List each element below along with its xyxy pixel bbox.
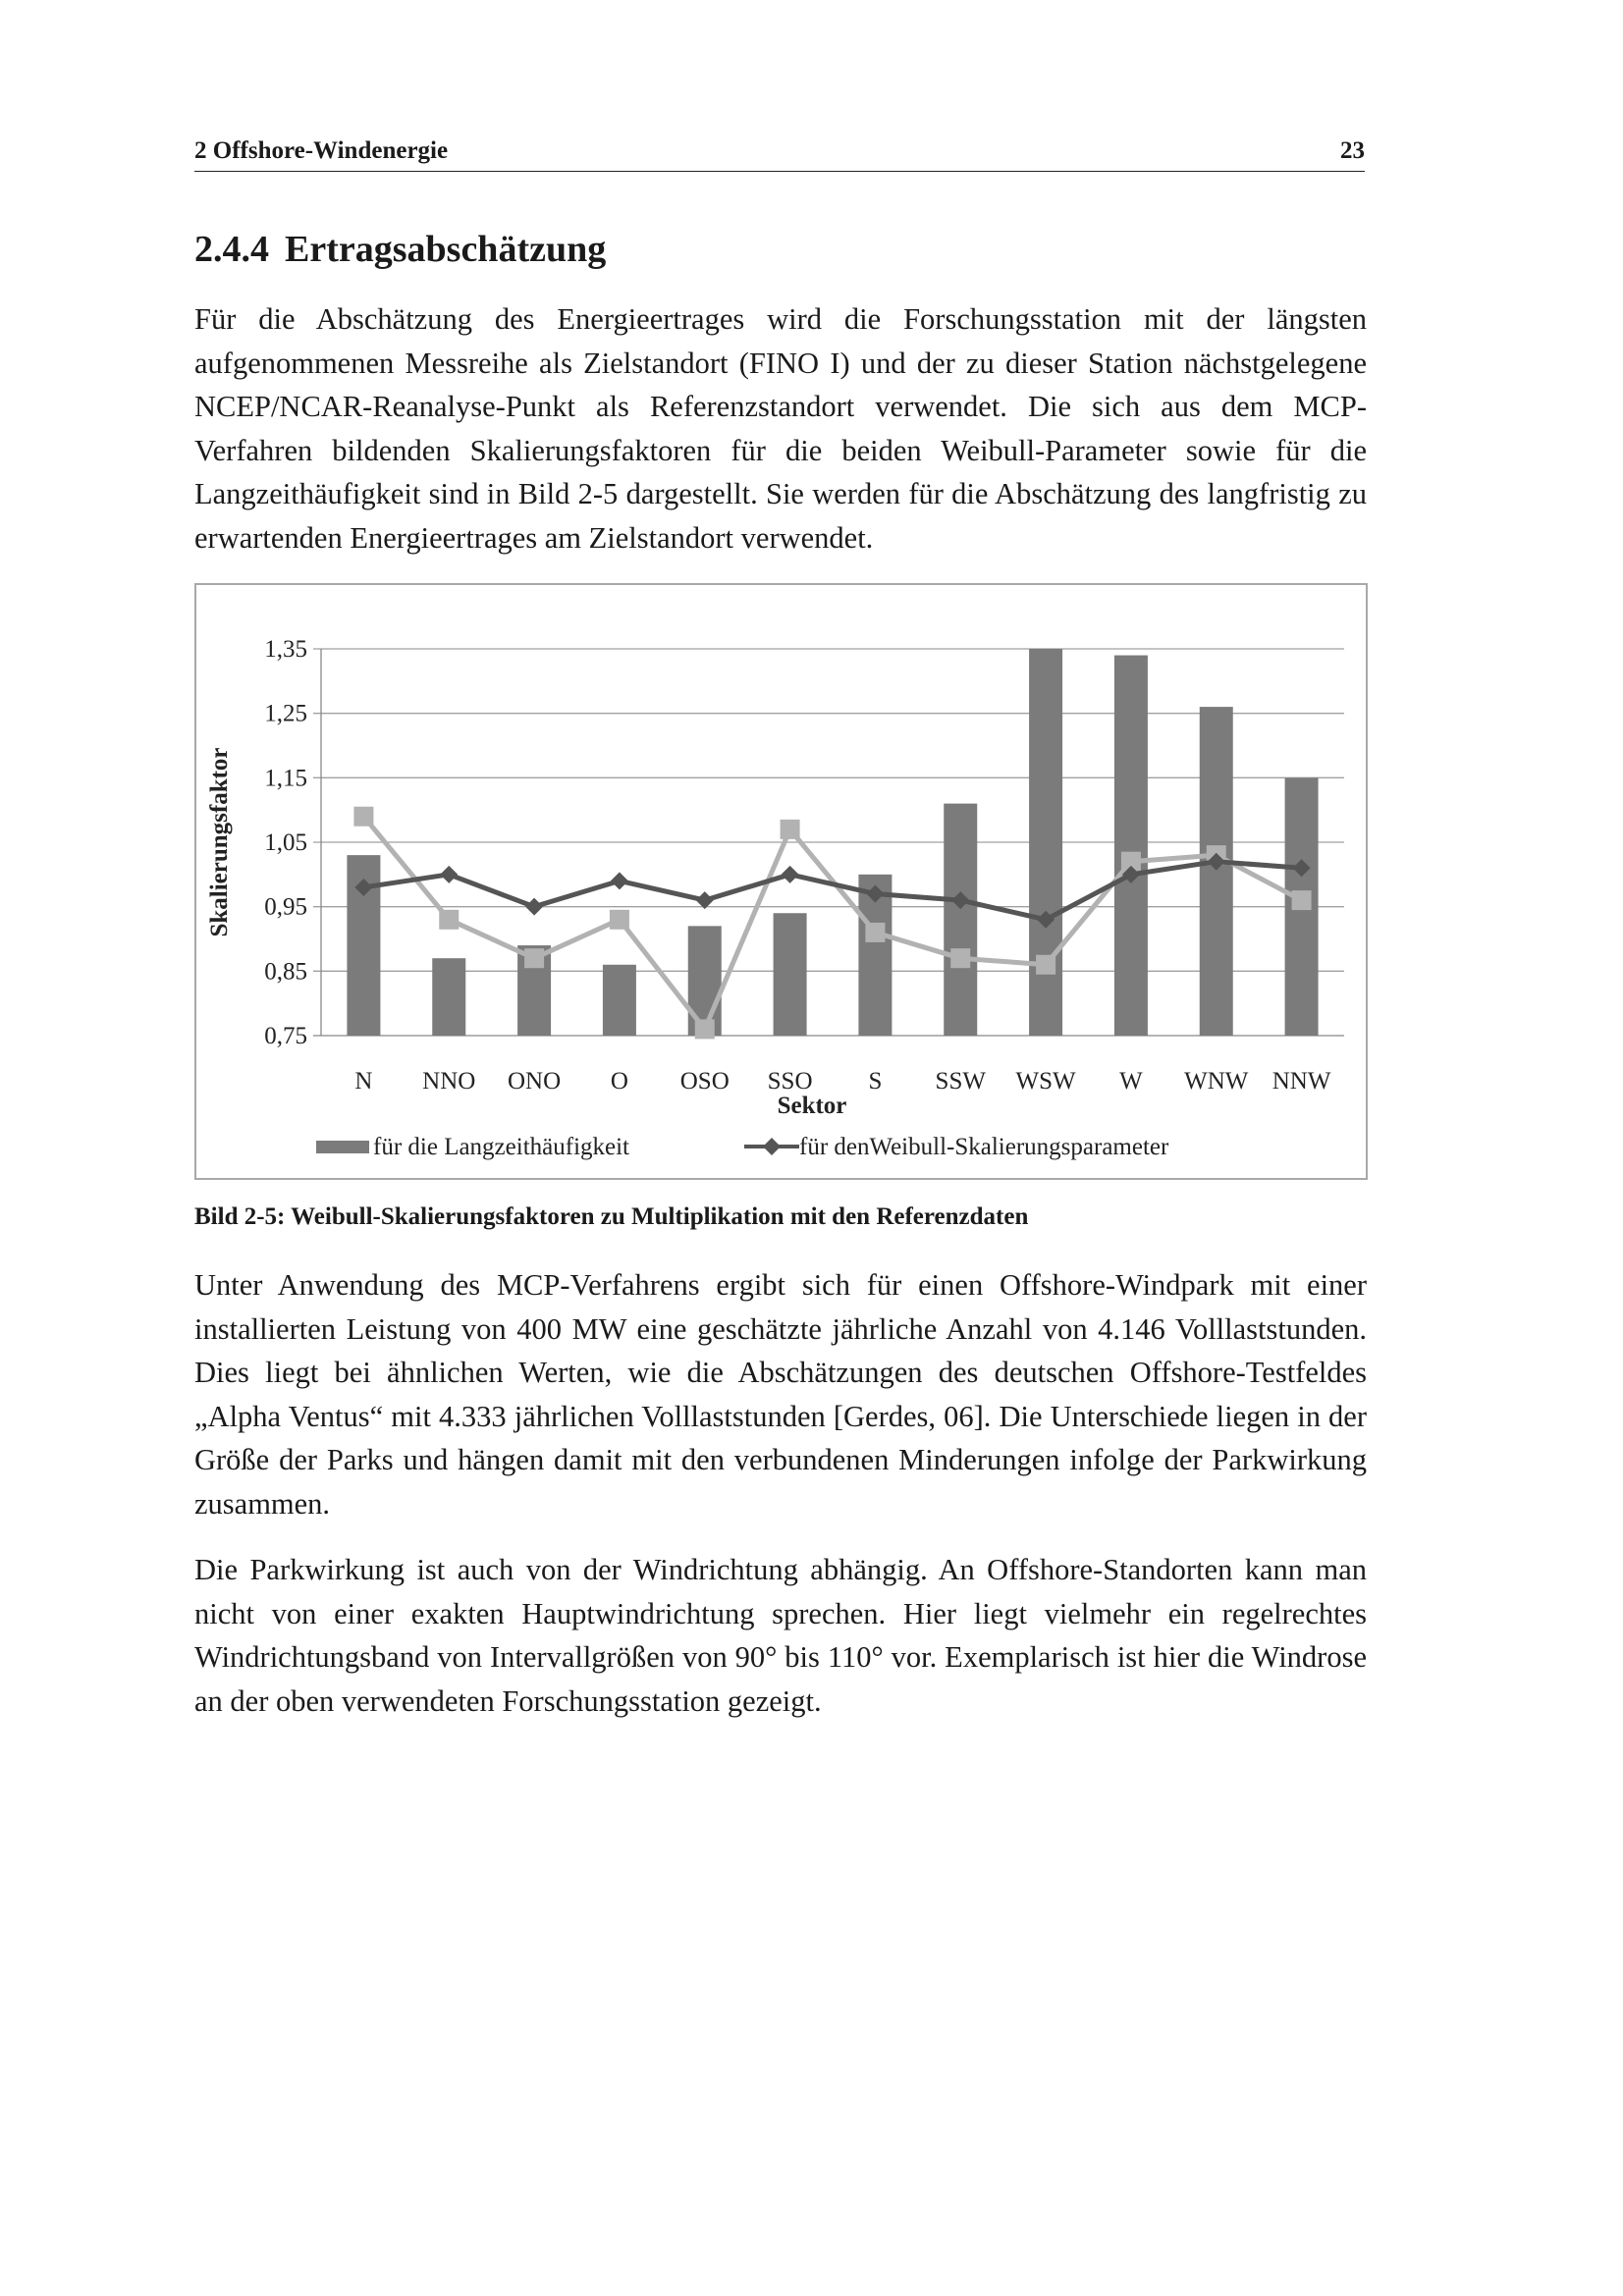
legend [316,1134,1169,1160]
line-marker-square [865,923,885,942]
x-tick-label: S [868,1068,883,1095]
line-marker-diamond [611,872,628,889]
line-marker-square [524,948,544,968]
legend-label-line: für denWeibull-Skalierungsparameter [799,1134,1169,1160]
x-tick-label: NNW [1271,1068,1331,1095]
x-tick-label: O [610,1068,628,1095]
figure-caption: Bild 2-5: Weibull-Skalierungsfaktoren zu Multiplikation mit den Referenzdaten [194,1203,1029,1230]
bar [688,926,722,1036]
legend-swatch-bar [316,1141,369,1153]
bar [603,965,636,1036]
bar [1029,649,1062,1036]
line-marker-diamond [440,866,458,883]
y-tick-label: 1,25 [264,700,307,727]
paragraph-intro: Für die Abschätzung des Energieertrages wird die Forschungsstation mit der längsten aufgenommenen Messreihe als Zielstandort (FINO I) und der zu dieser Station nächstgelegene NCEP/NCAR-Reanalyse-Punkt als Referenzstandort verwendet. Die sich aus dem MCP-Verfahren bildenden Skalierungsfaktoren für die beiden Weibull-Parameter sowie für die Langzeithäufigkeit sind in Bild 2-5 dargestellt. Sie werden für die Abschätzung des langfristig zu erwartenden Energieertrages am Zielstandort verwendet. [194,302,1367,555]
chapter-title: 2 Offshore-Windenergie [194,137,449,164]
bar [944,804,977,1036]
legend-swatch-diamond [763,1138,781,1155]
y-tick-label: 0,75 [264,1023,307,1049]
y-axis-label: Skalierungsfaktor [206,747,233,937]
gridlines [313,649,1344,1036]
y-axis-ticks [264,636,307,1049]
paragraph-park-effect: Die Parkwirkung ist auch von der Windrichtung abhängig. An Offshore-Standorten kann man nicht von einer exakten Hauptwindrichtung sprechen. Hier liegt vielmehr ein regelrechtes Windrichtungsband von Intervallgrößen von 90° bis 110° vor. Exemplarisch ist hier die Windrose an der oben verwendeten Forschungsstation gezeigt. [194,1553,1367,1718]
x-tick-label: ONO [507,1068,562,1095]
section-number: 2.4.4 [194,229,269,270]
y-tick-label: 1,35 [264,636,307,663]
x-axis-ticks [354,1068,1330,1095]
running-head [194,135,1365,172]
x-tick-label: NNO [422,1068,476,1095]
x-tick-label: W [1119,1068,1143,1095]
y-tick-label: 1,05 [264,829,307,856]
x-tick-label: WSW [1015,1068,1076,1095]
section-heading [194,228,606,271]
x-tick-label: SSO [767,1068,813,1095]
chart-svg [196,585,1366,1178]
page-number: 23 [1340,137,1365,164]
bar [1200,707,1233,1036]
line-marker-square [353,807,373,827]
y-tick-label: 0,95 [264,893,307,921]
y-tick-label: 0,85 [264,958,307,986]
x-tick-label: WNW [1184,1068,1249,1095]
bar [1114,656,1148,1036]
x-tick-label: SSW [935,1068,986,1095]
line-marker-diamond [525,898,543,916]
line-marker-square [695,1019,715,1039]
x-tick-label: OSO [679,1068,730,1095]
bar [774,913,807,1036]
line-marker-square [610,910,629,930]
line-series [353,807,1311,1040]
line-marker-square [1292,890,1312,910]
line-marker-square [1036,955,1055,975]
line-marker-square [950,948,970,968]
bar [432,958,465,1036]
x-tick-label: N [354,1068,373,1095]
y-tick-label: 1,15 [264,765,307,792]
series-line [363,817,1301,1030]
section-title: Ertragsabschätzung [285,229,607,270]
paragraph-results: Unter Anwendung des MCP-Verfahrens ergibt sich für einen Offshore-Windpark mit einer installierten Leistung von 400 MW eine geschätzte jährliche Anzahl von 4.146 Volllaststunden. Dies liegt bei ähnlichen Werten, wie die Abschätzungen des deutschen Offshore-Testfeldes „Alpha Ventus“ mit 4.333 jährlichen Volllaststunden [Gerdes, 06]. Die Unterschiede liegen in der Größe der Parks und hängen damit mit den verbundenen Minderungen infolge der Parkwirkung zusammen. [194,1268,1367,1521]
line-marker-diamond [782,866,799,883]
line-marker-square [439,910,459,930]
series-line [363,862,1301,920]
figure-chart [194,583,1368,1180]
x-axis-label: Sektor [777,1093,847,1119]
line-marker-square [781,820,800,839]
legend-label-bar: für die Langzeithäufigkeit [373,1134,629,1160]
